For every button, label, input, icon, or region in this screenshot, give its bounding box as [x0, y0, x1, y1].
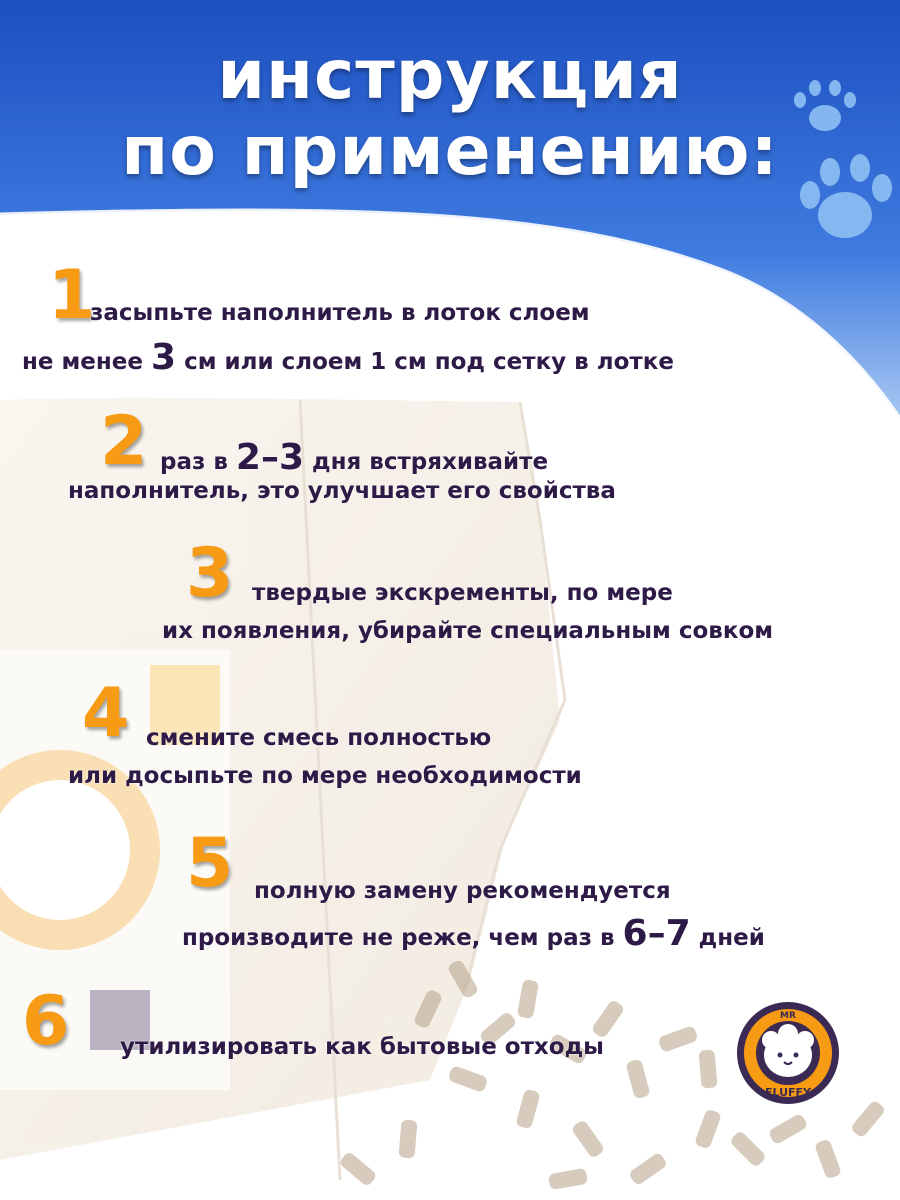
step-number: 5	[186, 824, 234, 903]
step-number: 2	[100, 402, 148, 481]
logo-bottom-text: FLUFFY	[764, 1086, 812, 1099]
step-text-line-2: или досыпьте по мере необходимости	[68, 763, 582, 789]
step-number: 6	[22, 982, 70, 1061]
step-number: 1	[48, 256, 96, 335]
step-text-line-1: утилизировать как бытовые отходы	[120, 1034, 604, 1060]
step-highlight-number: 6–7	[622, 913, 691, 954]
logo-top-text: MR	[780, 1011, 796, 1021]
step-text-line-1: твердые экскременты, по мере	[252, 580, 673, 606]
step-text-line-2: не менее 3 см или слоем 1 см под сетку в лотке	[22, 337, 674, 378]
step-text-line-1: полную замену рекомендуется	[254, 878, 671, 904]
step-highlight-number: 2–3	[235, 437, 305, 478]
step-highlight-number: 3	[151, 337, 177, 378]
step-text-line-2: их появления, убирайте специальным совком	[162, 618, 774, 644]
step-text-line-2: наполнитель, это улучшает его свойства	[68, 478, 616, 504]
step-text-line-2: производите не реже, чем раз в 6–7 дней	[182, 913, 765, 954]
brand-logo	[735, 1000, 841, 1106]
step-text-line-1: раз в 2–3 дня встряхивайте	[160, 437, 549, 478]
step-text-line-1: смените смесь полностью	[146, 725, 492, 751]
step-number: 3	[186, 534, 234, 613]
step-number: 4	[82, 674, 130, 753]
page-title-line-1: инструкция	[217, 36, 683, 115]
step-text-line-1: засыпьте наполнитель в лоток слоем	[90, 300, 590, 326]
page-title-line-2: по применению:	[121, 112, 779, 191]
